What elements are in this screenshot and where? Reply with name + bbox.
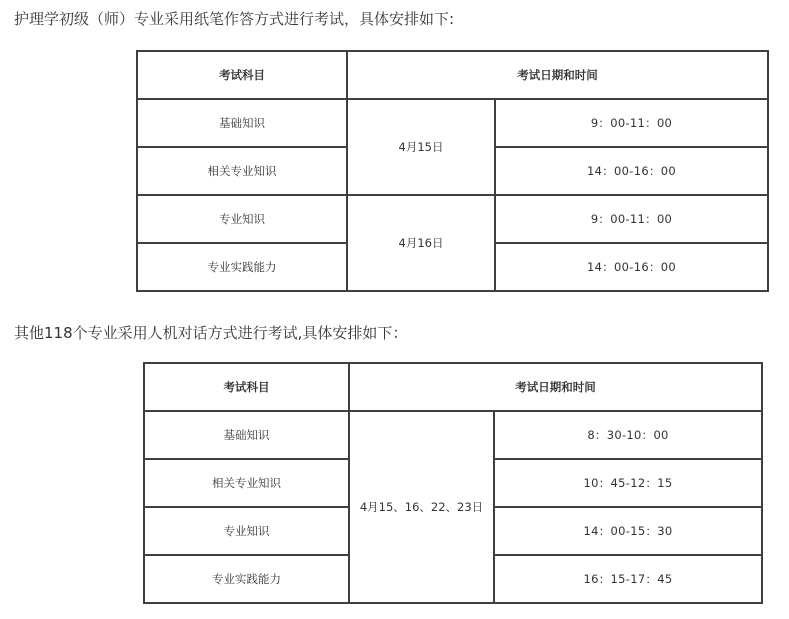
subject-cell: 专业知识	[144, 507, 349, 555]
header-subject: 考试科目	[137, 51, 347, 99]
subject-cell: 基础知识	[144, 411, 349, 459]
table-row	[137, 195, 768, 243]
table-header-row	[137, 51, 768, 99]
time-cell: 14：00-15：30	[494, 507, 762, 555]
subject-cell: 专业实践能力	[137, 243, 347, 291]
header-datetime: 考试日期和时间	[349, 363, 762, 411]
header-datetime: 考试日期和时间	[347, 51, 768, 99]
table-row	[137, 99, 768, 147]
date-cell: 4月15、16、22、23日	[349, 411, 494, 603]
header-subject: 考试科目	[144, 363, 349, 411]
time-cell: 14：00-16：00	[495, 147, 768, 195]
time-cell: 10：45-12：15	[494, 459, 762, 507]
time-cell: 9：00-11：00	[495, 99, 768, 147]
subject-cell: 专业知识	[137, 195, 347, 243]
intro-paper-exam: 护理学初级（师）专业采用纸笔作答方式进行考试，具体安排如下:	[14, 10, 455, 28]
computer-exam-schedule-table	[143, 362, 763, 604]
subject-cell: 专业实践能力	[144, 555, 349, 603]
subject-cell: 相关专业知识	[137, 147, 347, 195]
paper-exam-schedule-table	[136, 50, 769, 292]
time-cell: 16：15-17：45	[494, 555, 762, 603]
date-cell: 4月16日	[347, 195, 495, 291]
table-header-row	[144, 363, 762, 411]
table-row	[144, 411, 762, 459]
time-cell: 8：30-10：00	[494, 411, 762, 459]
subject-cell: 基础知识	[137, 99, 347, 147]
intro-computer-exam: 其他118个专业采用人机对话方式进行考试,具体安排如下：	[14, 324, 408, 342]
time-cell: 14：00-16：00	[495, 243, 768, 291]
date-cell: 4月15日	[347, 99, 495, 195]
subject-cell: 相关专业知识	[144, 459, 349, 507]
time-cell: 9：00-11：00	[495, 195, 768, 243]
